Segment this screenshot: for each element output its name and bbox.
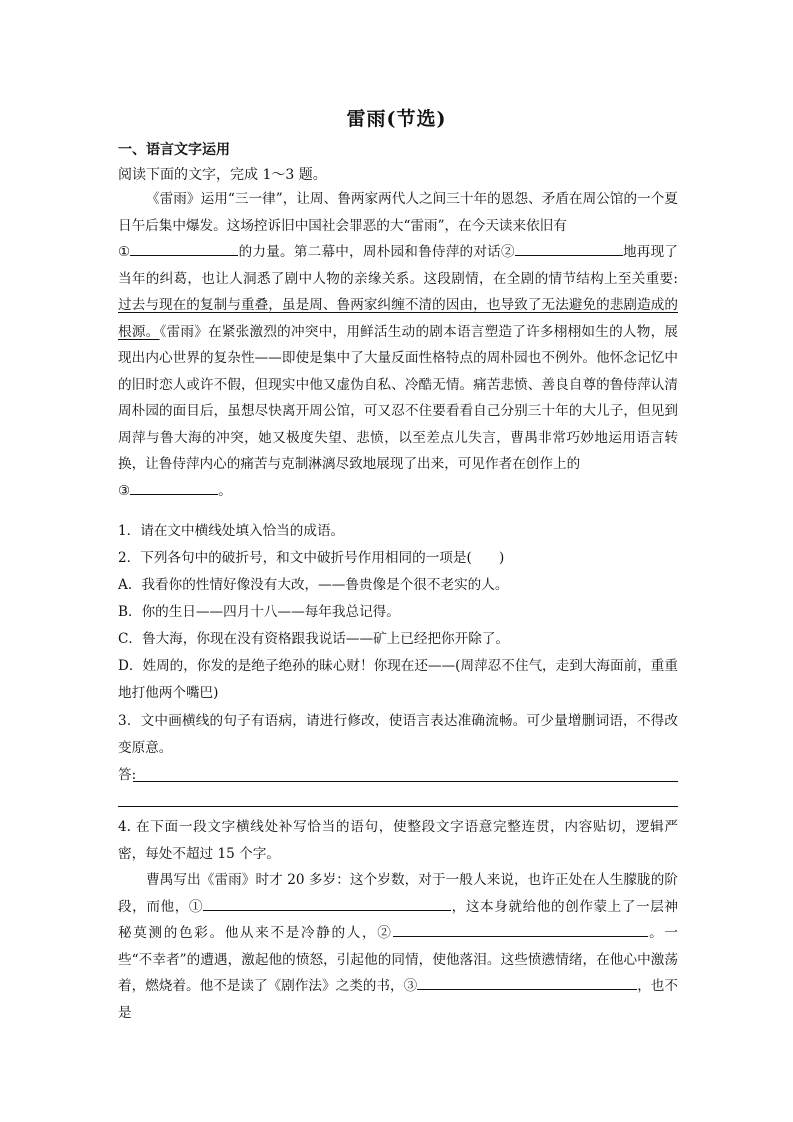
answer-blank-6[interactable]: [417, 975, 637, 990]
answer-line-2[interactable]: [118, 806, 678, 807]
passage-paragraph: [118, 186, 678, 504]
question-4: 4. 在下面一段文字横线处补写恰当的语句，使整段文字语意完整连贯，内容贴切，逻辑严密，每处不超过 15 个字。: [118, 819, 678, 862]
question-2: 2．下列各句中的破折号，和文中破折号作用相同的一项是( ): [118, 550, 505, 566]
answer-label: 答:: [118, 767, 137, 783]
answer-blank-4[interactable]: [203, 896, 451, 911]
answer-blank-5[interactable]: [393, 922, 648, 937]
passage-2-text: ，也不是: [118, 978, 679, 1021]
answer-blank-1[interactable]: [130, 241, 238, 256]
answer-blank-2[interactable]: [515, 241, 623, 256]
blank-marker: ③: [118, 482, 131, 499]
passage-text: 的力量。第二幕中，周朴园和鲁侍萍的对话②: [238, 244, 515, 260]
option-d: D．姓周的，你发的是绝子绝孙的昧心财！你现在还——(周萍忍不住气，走到大海面前，重重地打他两个嘴巴): [118, 658, 678, 701]
section-heading: 一、语言文字运用: [118, 142, 230, 158]
option-a: A．我看你的性情好像没有大改，——鲁贵像是个很不老实的人。: [118, 577, 509, 593]
passage-text: 。: [218, 482, 232, 499]
page-title: 雷雨(节选): [346, 108, 447, 130]
underlined-sentence: 过去与现在的复制与重叠，虽是周、鲁两家纠缠不清的因由，也导致了无法避免的悲剧造成的根源。: [118, 297, 678, 340]
blank-marker: ①: [118, 244, 131, 260]
passage-2-text: 曹禺写出《雷雨》时才 20 多岁：这个岁数，对于一般人来说，也许正处在人生朦胧的阶段，而他，①: [118, 872, 678, 915]
passage-2-text: 。一些“不幸者”的遭遇，激起他的愤怒，引起他的同情，使他落泪。这些愤懑情绪，在他心中激荡着，燃烧着。他不是读了《剧作法》之类的书，③: [118, 925, 678, 994]
answer-line-1[interactable]: [133, 781, 678, 782]
option-c: C．鲁大海，你现在没有资格跟我说话——矿上已经把你开除了。: [118, 631, 510, 647]
passage-2-text: ，这本身就给他的创作蒙上了一层神秘莫测的色彩。他从来不是冷静的人，②: [118, 898, 679, 941]
question-3: 3．文中画横线的句子有语病，请进行修改，使语言表达准确流畅。可少量增删词语，不得改变原意。: [118, 713, 678, 756]
passage-2-paragraph: [118, 867, 678, 1026]
answer-blank-3[interactable]: [130, 480, 218, 495]
option-b: B．你的生日——四月十八——每年我总记得。: [118, 604, 400, 620]
question-1: 1．请在文中横线处填入恰当的成语。: [118, 523, 345, 539]
passage-text: 《雷雨》在紧张激烈的冲突中，用鲜活生动的剧本语言塑造了许多栩栩如生的人物，展现出内心世界的复杂性——即使是集中了大量反面性格特点的周朴园也不例外。他怀念记忆中的旧时恋人或许不假，但现实中他又虚伪自私、冷酷无情。痛苦悲愤、善良自尊的鲁侍萍认清周朴园的面目后，虽想尽快离开周公馆，可又忍不住要看看自己分别三十年的大儿子，但见到周萍与鲁大海的冲突，她又极度失望、悲愤，以至差点儿失言，曹禺非常巧妙地运用语言转换，让鲁侍萍内心的痛苦与克制淋漓尽致地展现了出来，可见作者在创作上的: [118, 323, 679, 472]
passage-text: 地再现了当年的纠葛，也让人洞悉了剧中人物的亲缘关系。这段剧情，在全剧的情节结构上至关重要:: [118, 244, 679, 287]
passage-text: 《雷雨》运用“三一律”，让周、鲁两家两代人之间三十年的恩怨、矛盾在周公馆的一个夏日午后集中爆发。这场控诉旧中国社会罪恶的大“雷雨”，在今天读来依旧有: [118, 191, 678, 234]
instruction-text: 阅读下面的文字，完成 1～3 题。: [118, 167, 327, 183]
